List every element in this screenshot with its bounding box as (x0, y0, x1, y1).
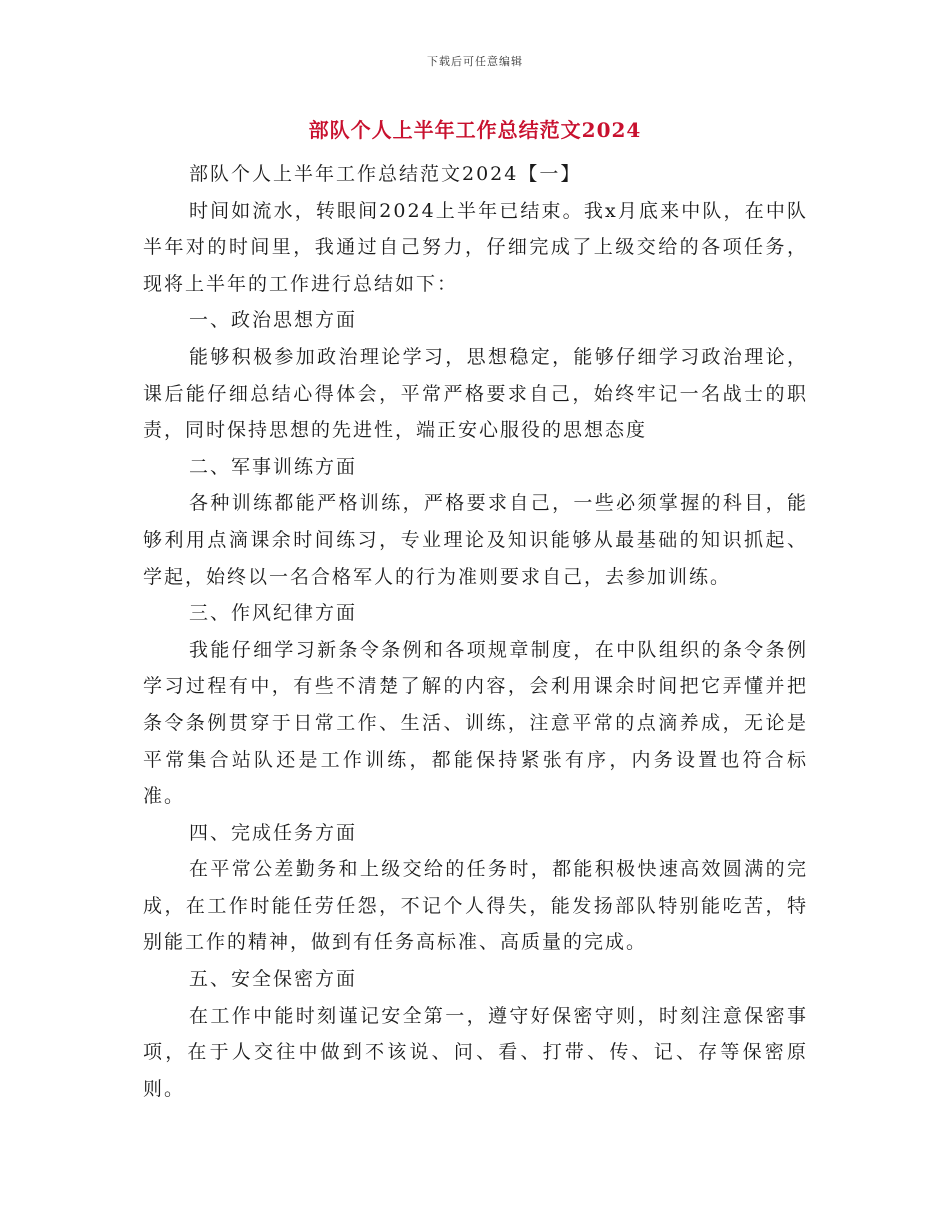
heading-security: 五、安全保密方面 (189, 968, 358, 991)
intro-paragraph: 时间如流水，转眼间2024上半年已结束。我x月底来中队，在中队半年对的时间里，我通过自己努力，仔细完成了上级交给的各项任务，现将上半年的工作进行总结如下： (143, 199, 808, 295)
heading-discipline: 三、作风纪律方面 (189, 602, 358, 625)
section-subtitle: 部队个人上半年工作总结范文2024【一】 (189, 163, 582, 185)
heading-training: 二、军事训练方面 (189, 455, 358, 478)
paragraph-political: 能够积极参加政治理论学习，思想稳定，能够仔细学习政治理论，课后能仔细总结心得体会，平常严格要求自己，始终牢记一名战士的职责，同时保持思想的先进性，端正安心服役的思想态度 (143, 345, 808, 442)
heading-tasks: 四、完成任务方面 (189, 821, 358, 844)
paragraph-training: 各种训练都能严格训练，严格要求自己，一些必须掌握的科目，能够利用点滴课余时间练习，专业理论及知识能够从最基础的知识抓起、学起，始终以一名合格军人的行为准则要求自己，去参加训练。 (143, 492, 808, 588)
document-body (143, 156, 808, 1107)
header-note: 下载后可任意编辑 (427, 55, 523, 68)
heading-political: 一、政治思想方面 (189, 309, 358, 332)
paragraph-discipline: 我能仔细学习新条令条例和各项规章制度，在中队组织的条令条例学习过程有中，有些不清楚了解的内容，会利用课余时间把它弄懂并把条令条例贯穿于日常工作、生活、训练，注意平常的点滴养成，无论是平常集合站队还是工作训练，都能保持紧张有序，内务设置也符合标准。 (143, 638, 808, 808)
paragraph-tasks: 在平常公差勤务和上级交给的任务时，都能积极快速高效圆满的完成，在工作时能任劳任怨，不记个人得失，能发扬部队特别能吃苦，特别能工作的精神，做到有任务高标准、高质量的完成。 (143, 858, 808, 954)
paragraph-security: 在工作中能时刻谨记安全第一，遵守好保密守则，时刻注意保密事项，在于人交往中做到不该说、问、看、打带、传、记、存等保密原则。 (143, 1004, 808, 1100)
document-title: 部队个人上半年工作总结范文2024 (308, 118, 642, 142)
